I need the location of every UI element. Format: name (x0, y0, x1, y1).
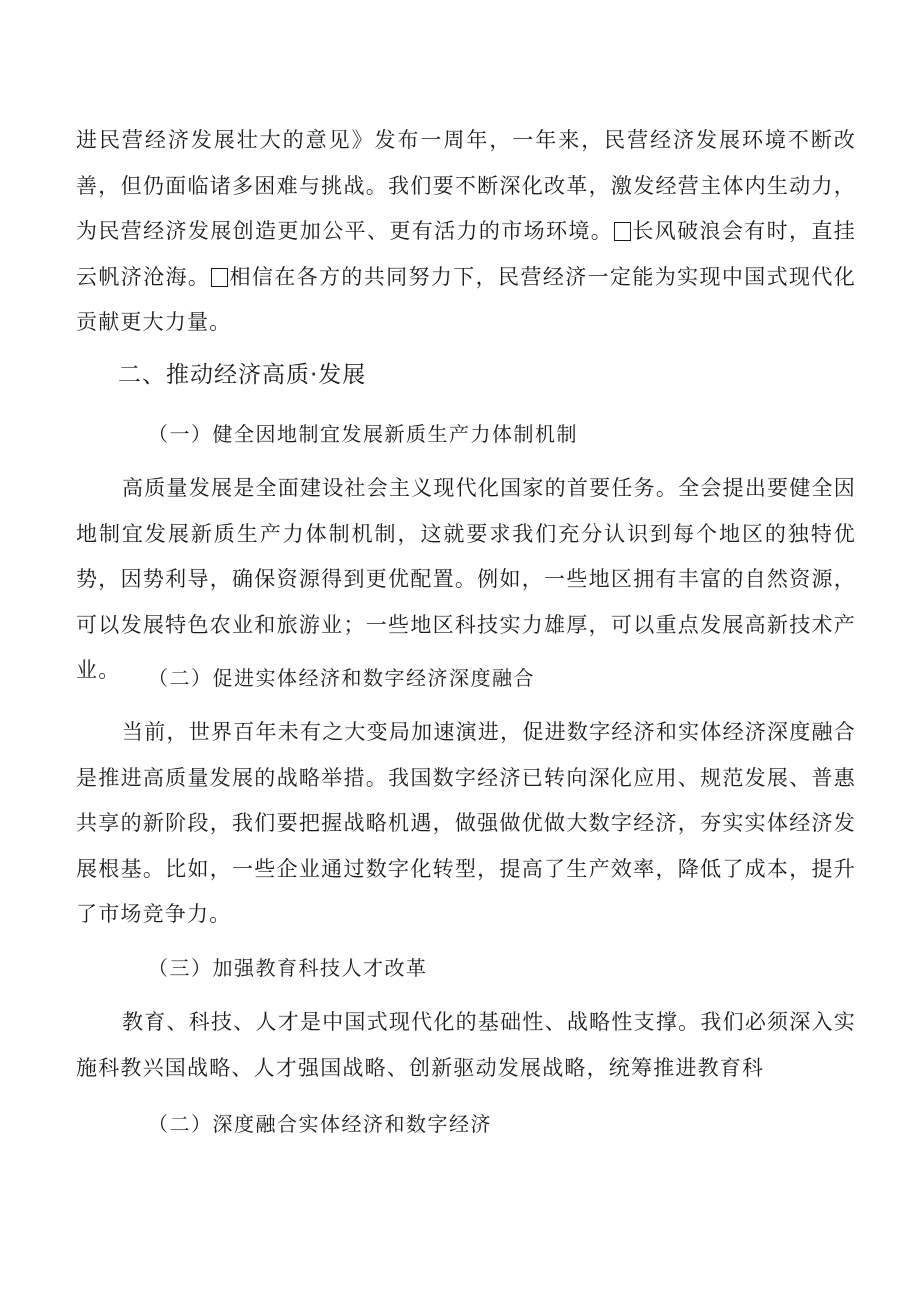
paragraph-private-economy (76, 118, 856, 346)
subheading-3: （三）加强教育科技人才改革 (148, 956, 428, 980)
section-heading: 二、推动经济高质·发展 (118, 362, 367, 388)
paragraph-text-b: 长风破浪会有时，直挂云帆济沧海。 (76, 219, 856, 289)
paragraph-digital-economy: 当前，世界百年未有之大变局加速演进，促进数字经济和实体经济深度融合是推进高质量发展的战略举措。我国数字经济已转向深化应用、规范发展、普惠共享的新阶段，我们要把握战略机遇，做强做优做大数字经济，夯实实体经济发展根基。比如，一些企业通过数字化转型，提高了生产效率，降低了成本，提升了市场竞争力。 (76, 720, 856, 926)
missing-glyph-box (211, 268, 228, 287)
paragraph-quality-development: 高质量发展是全面建设社会主义现代化国家的首要任务。全会提出要健全因地制宜发展新质生产力体制机制，这就要求我们充分认识到每个地区的独特优势，因势利导，确保资源得到更优配置。例如，一些地区拥有丰富的自然资源，可以发展特色农业和旅游业；一些地区科技实力雄厚，可以重点发展高新技术产业。 (76, 476, 856, 682)
subheading-2: （二）促进实体经济和数字经济深度融合 (148, 666, 535, 690)
paragraph-education-talent: 教育、科技、人才是中国式现代化的基础性、战略性支撑。我们必须深入实施科教兴国战略、人才强国战略、创新驱动发展战略，统筹推进教育科 (76, 1010, 856, 1080)
subheading-1: （一）健全因地制宜发展新质生产力体制机制 (148, 422, 578, 446)
paragraph-text-c: 相信在各方的共同努力下，民营经济一定能为实现中国式现代化贡献更大力量。 (76, 264, 856, 334)
subheading-4: （二）深度融合实体经济和数字经济 (148, 1112, 492, 1136)
paragraph-text-a: 进民营经济发展壮大的意见》发布一周年，一年来，民营经济发展环境不断改善，但仍面临诸多困难与挑战。我们要不断深化改革，激发经营主体内生动力，为民营经济发展创造更加公平、更有活力的市场环境。 (76, 128, 856, 243)
missing-glyph-box (614, 222, 631, 241)
